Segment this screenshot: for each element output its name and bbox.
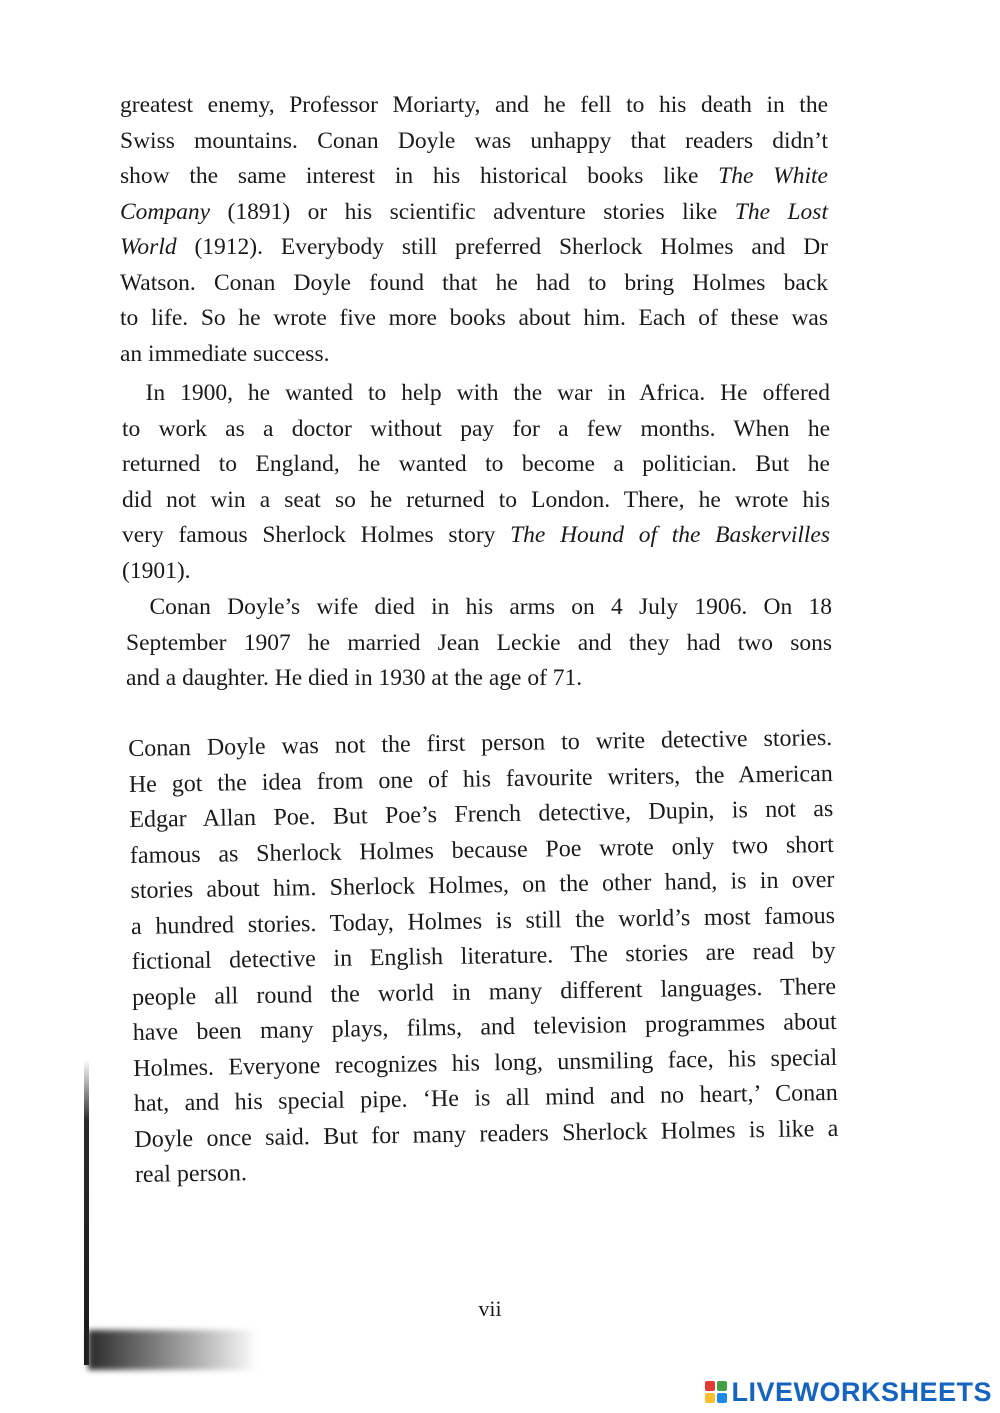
liveworksheets-watermark bbox=[705, 1378, 992, 1406]
text-line: He got the idea from one of his favourite writers, the American bbox=[128, 760, 833, 798]
text-line: very famous Sherlock Holmes story The Hound of the Baskervilles bbox=[122, 522, 830, 548]
text-line: real person. bbox=[134, 1160, 248, 1188]
italic-title: The Hound of the Baskervilles bbox=[510, 522, 830, 548]
watermark-text: LIVEWORKSHEETS bbox=[731, 1376, 992, 1407]
scan-corner-shadow bbox=[88, 1330, 258, 1370]
text-line: to life. So he wrote five more books about him. Each of these was bbox=[120, 305, 828, 331]
text-line: did not win a seat so he returned to London. There, he wrote his bbox=[122, 486, 830, 513]
text-line: Company (1891) or his scientific adventure stories like The Lost bbox=[120, 198, 828, 225]
text-line: famous as Sherlock Holmes because Poe wrote only two short bbox=[129, 831, 835, 869]
paragraph-marriage bbox=[126, 590, 832, 697]
italic-title: The White bbox=[718, 163, 828, 189]
text-line: an immediate success. bbox=[120, 340, 330, 367]
italic-title: Company bbox=[120, 198, 211, 225]
text-line: hat, and his special pipe. ‘He is all mind and no heart,’ Conan bbox=[133, 1079, 838, 1117]
text-line: Edgar Allan Poe. But Poe’s French detective, Dupin, is not as bbox=[129, 795, 834, 833]
text-line: Conan Doyle’s wife died in his arms on 4 July 1906. On 18 bbox=[126, 594, 832, 620]
text-line: World (1912). Everybody still preferred Sherlock Holmes and Dr bbox=[120, 234, 828, 260]
text-line: to work as a doctor without pay for a few months. When he bbox=[122, 415, 830, 442]
page-number: vii bbox=[478, 1296, 502, 1321]
text-line: show the same interest in his historical books like The White bbox=[120, 163, 828, 189]
italic-title: World bbox=[120, 234, 177, 260]
paragraph-africa-war bbox=[122, 376, 830, 589]
text-line: fictional detective in English literature. The stories are read by bbox=[131, 937, 836, 975]
scan-edge-shadow bbox=[84, 1060, 89, 1365]
text-line: greatest enemy, Professor Moriarty, and he fell to his death in the bbox=[120, 92, 828, 118]
text-line: returned to England, he wanted to become a politician. But he bbox=[122, 451, 830, 477]
text-line: September 1907 he married Jean Leckie and they had two sons bbox=[126, 629, 832, 656]
paragraph-later-life bbox=[120, 88, 828, 372]
text-line: Holmes. Everyone recognizes his long, unsmiling face, his special bbox=[133, 1044, 838, 1082]
text-line: In 1900, he wanted to help with the war in Africa. He offered bbox=[122, 380, 830, 406]
text-line: a hundred stories. Today, Holmes is still the world’s most famous bbox=[130, 902, 836, 940]
text-line: and a daughter. He died in 1930 at the age of 71. bbox=[126, 665, 583, 691]
paragraph-detective-stories bbox=[128, 721, 839, 1194]
text-line: Swiss mountains. Conan Doyle was unhappy that readers didn’t bbox=[120, 127, 828, 154]
text-line: people all round the world in many different languages. There bbox=[131, 973, 837, 1011]
text-line: have been many plays, films, and television programmes about bbox=[132, 1008, 837, 1046]
text-line: Doyle once said. But for many readers Sherlock Holmes is like a bbox=[134, 1115, 839, 1153]
liveworksheets-logo-icon bbox=[705, 1381, 727, 1403]
text-line: Watson. Conan Doyle found that he had to bring Holmes back bbox=[120, 269, 828, 296]
text-line: Conan Doyle was not the first person to write detective stories. bbox=[128, 724, 833, 762]
text-line: (1901). bbox=[122, 557, 191, 584]
italic-title: The Lost bbox=[734, 198, 828, 225]
text-line: stories about him. Sherlock Holmes, on the other hand, is in over bbox=[130, 866, 835, 904]
